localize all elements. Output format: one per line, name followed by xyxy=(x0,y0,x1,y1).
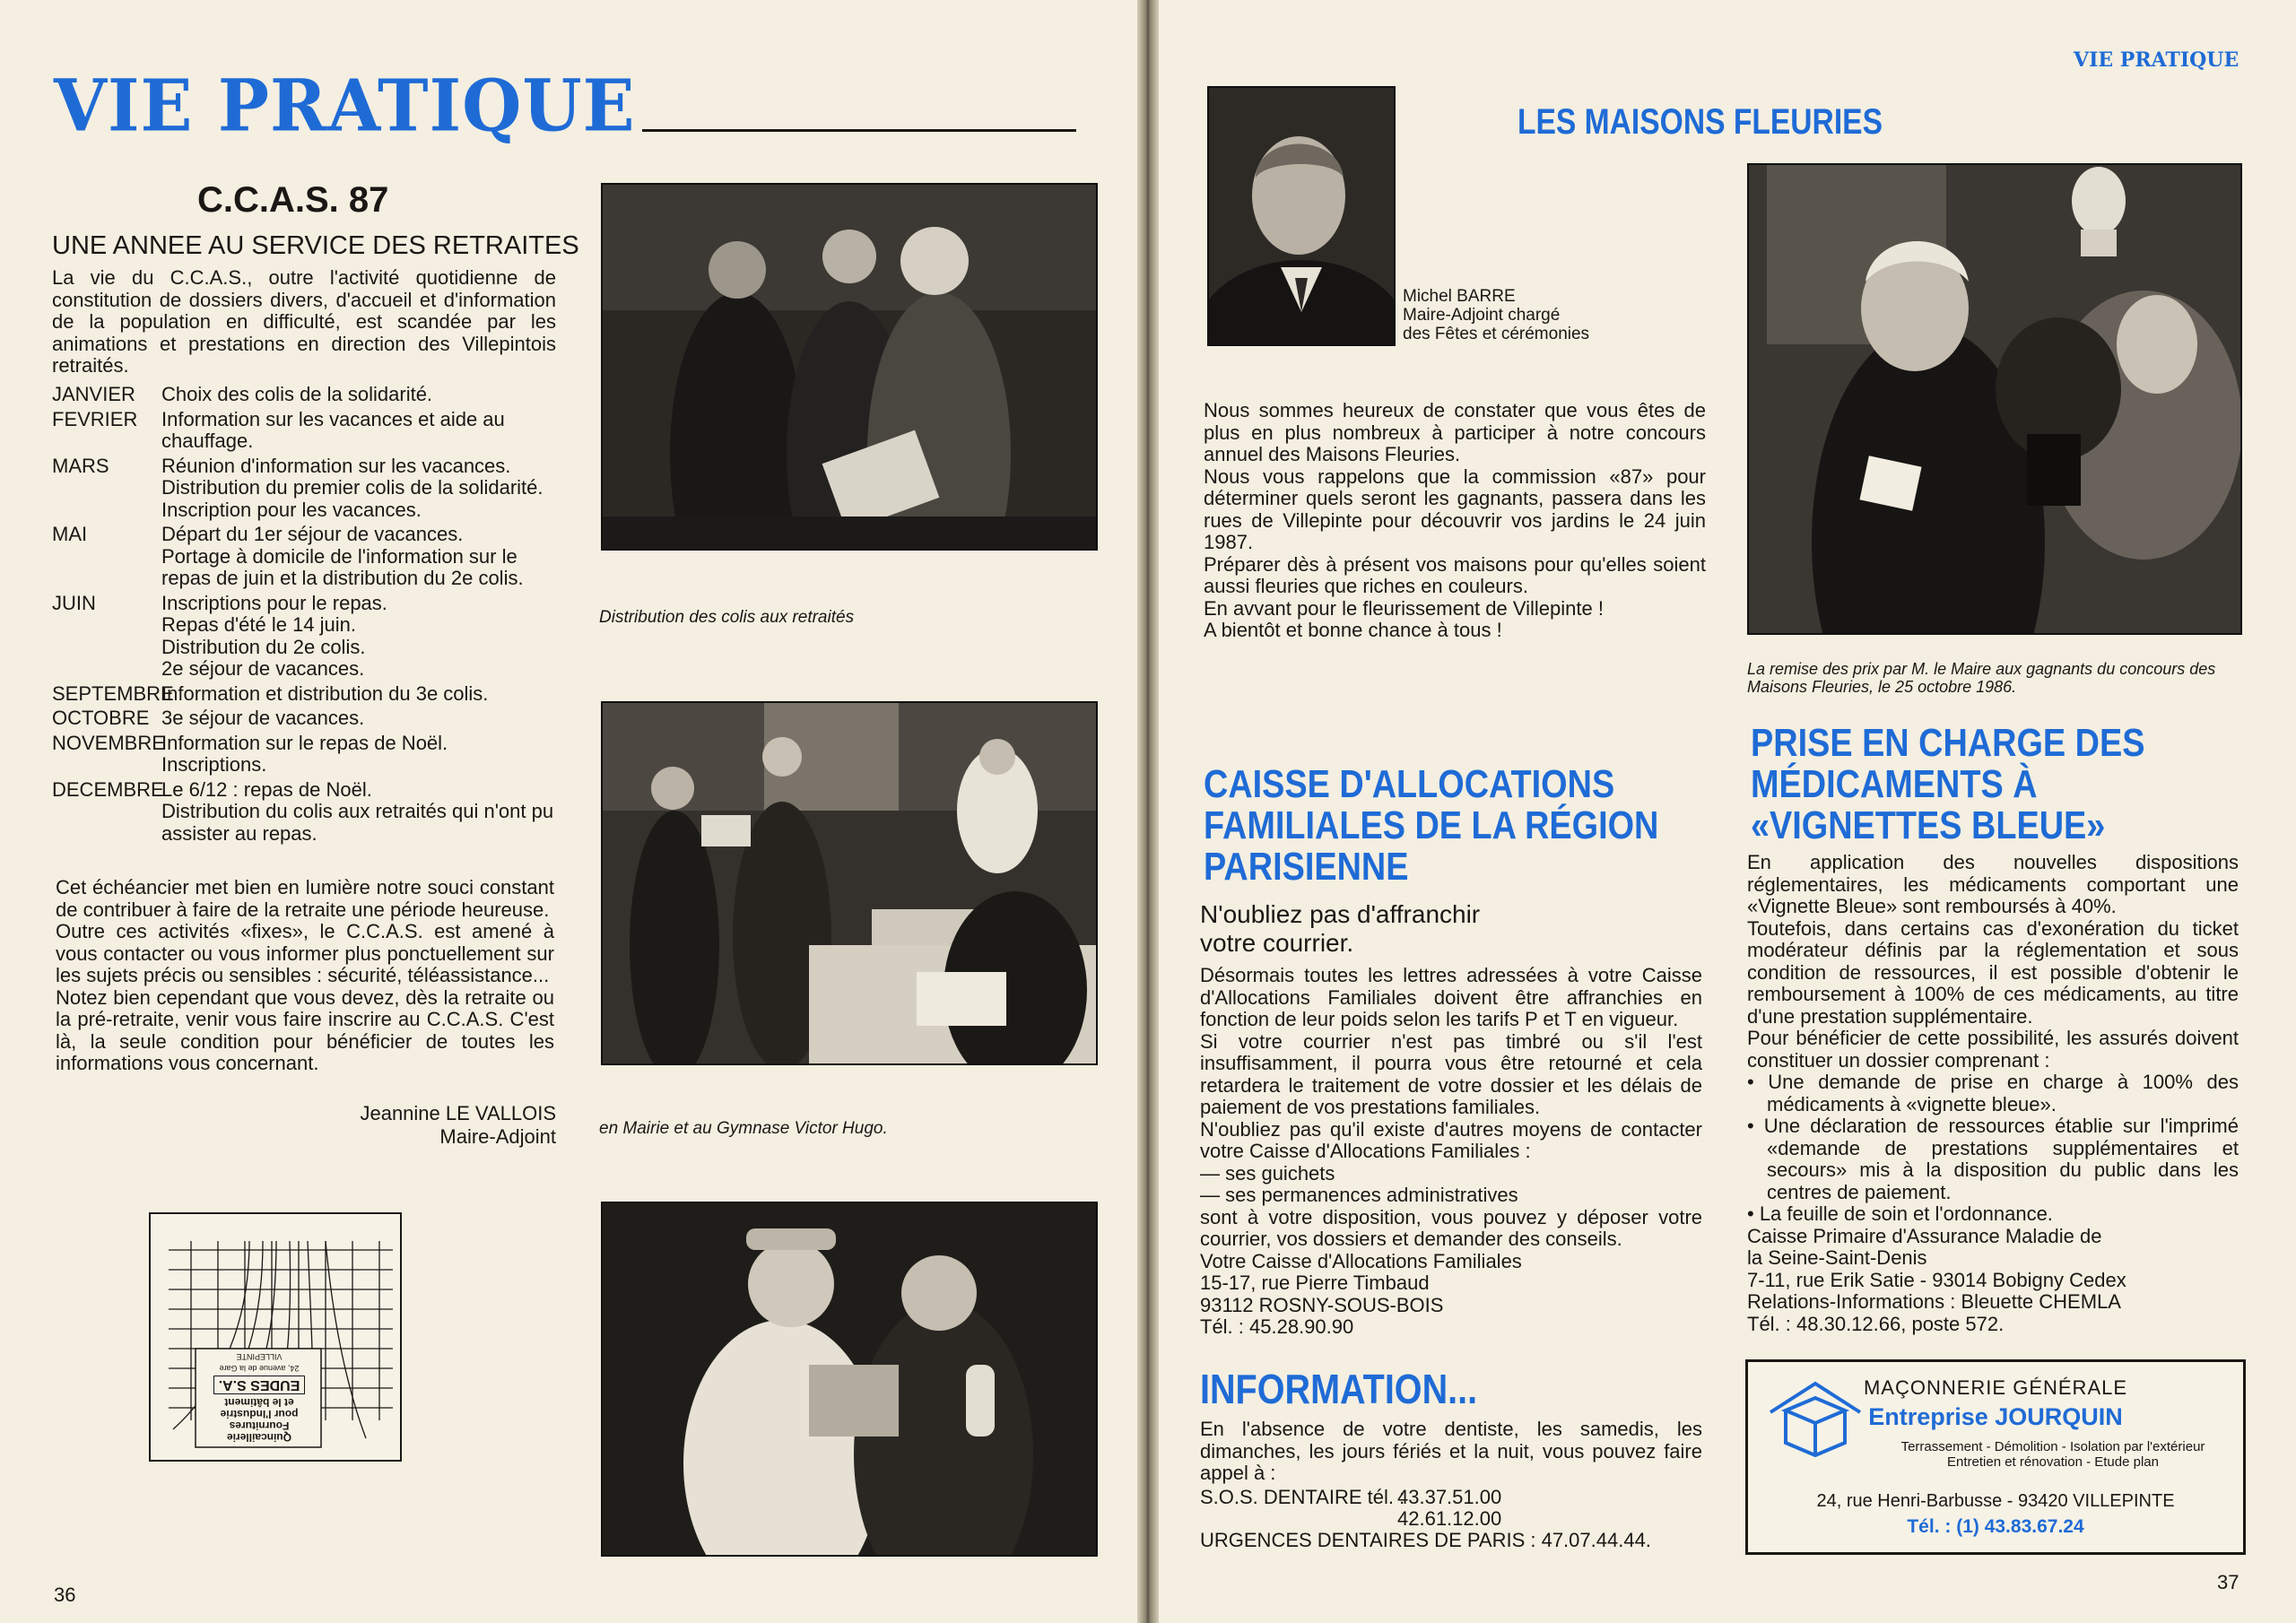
ad-phone: Tél. : (1) 43.83.67.24 xyxy=(1907,1516,2084,1537)
caf-title-line: CAISSE D'ALLOCATIONS xyxy=(1204,762,1615,806)
portrait-caption xyxy=(1403,287,1589,343)
caf-title-line: FAMILIALES DE LA RÉGION xyxy=(1204,803,1659,847)
calendar-entry: Choix des colis de la solidarité. xyxy=(161,383,433,405)
calendar-entry: Inscriptions pour le repas. Repas d'été le 14 juin. Distribution du 2e colis. 2e séjour de vacances. xyxy=(161,591,387,680)
caf-subtitle xyxy=(1200,900,1480,958)
calendar-month: MARS xyxy=(52,454,109,477)
portrait-michel-barre xyxy=(1207,86,1396,346)
caf-para: N'oubliez pas qu'il existe d'autres moyens de contacter votre Caisse d'Allocations Familiales : xyxy=(1200,1117,1702,1162)
caf-address-line: Votre Caisse d'Allocations Familiales xyxy=(1200,1249,1522,1272)
calendar-month: NOVEMBRE xyxy=(52,731,165,754)
calendar-month: JANVIER xyxy=(52,383,135,405)
ad-service-line: Terrassement - Démolition - Isolation par l'extérieur xyxy=(1900,1439,2205,1454)
caf-address-line: 93112 ROSNY-SOUS-BOIS xyxy=(1200,1293,1444,1316)
portrait-role: des Fêtes et cérémonies xyxy=(1403,325,1590,343)
ad-line: pour l'Industrie xyxy=(220,1408,299,1420)
calendar-entry: Information et distribution du 3e colis. xyxy=(161,681,489,705)
photo-remise-des-prix xyxy=(1747,163,2242,635)
page-number-left: 36 xyxy=(54,1584,76,1606)
ccas-subtitle: UNE ANNEE AU SERVICE DES RETRAITES xyxy=(52,231,579,260)
prise-address-line: la Seine-Saint-Denis xyxy=(1747,1246,1927,1269)
calendar-row xyxy=(52,409,560,453)
calendar-row xyxy=(52,707,560,730)
photo-colis-distribution xyxy=(601,183,1098,551)
prise-para: Pour bénéficier de cette possibilité, les assurés doivent constituer un dossier comprenant : xyxy=(1747,1027,2239,1072)
calendar-row xyxy=(52,683,560,706)
ccas-calendar xyxy=(52,384,560,847)
calendar-row xyxy=(52,524,560,590)
prise-title xyxy=(1751,723,2144,846)
photo-caption-2: en Mairie et au Gymnase Victor Hugo. xyxy=(599,1119,888,1138)
maisons-para: Nous sommes heureux de constater que vous êtes de plus en plus nombreux à participer à notre concours annuel des Maisons Fleuries. xyxy=(1204,399,1706,465)
portrait-name: Michel BARRE xyxy=(1403,287,1516,306)
ad-line: Quincaillerie xyxy=(226,1431,292,1444)
maisons-para: A bientôt et bonne chance à tous ! xyxy=(1204,619,1502,641)
photo-couple-colis xyxy=(601,1202,1098,1557)
calendar-entry: 3e séjour de vacances. xyxy=(161,707,365,729)
ad-line: et le bâtiment xyxy=(224,1396,294,1409)
calendar-row xyxy=(52,384,560,406)
ccas-para-2: Outre ces activités «fixes», le C.C.A.S. est amené à vous contacter ou vous informer plus ponctuellement sur les sujets précis ou sensibles : sécurité, téléassistance... xyxy=(56,920,554,986)
calendar-row xyxy=(52,456,560,522)
binding-gutter xyxy=(1137,0,1159,1623)
signature-name: Jeannine LE VALLOIS xyxy=(360,1102,556,1124)
ccas-para-3: Notez bien cependant que vous devez, dès la retraite ou la pré-retraite, venir vous faire inscrire au C.C.A.S. C'est là, la seule condition pour bénéficier de toutes les informations vous concernant. xyxy=(56,985,554,1074)
maisons-para: Nous vous rappelons que la commission «87» pour déterminer quels seront les gagnants, passera dans les rues de Villepinte pour découvrir vos jardins le 24 juin 1987. xyxy=(1204,464,1706,553)
maisons-body xyxy=(1204,400,1706,642)
urgences-dentaires: URGENCES DENTAIRES DE PARIS : 47.07.44.44. xyxy=(1200,1529,1651,1551)
caf-address-line: Tél. : 45.28.90.90 xyxy=(1200,1315,1354,1338)
ccas-title: C.C.A.S. 87 xyxy=(197,180,389,220)
maisons-title: LES MAISONS FLEURIES xyxy=(1518,102,1883,142)
prise-title-line: MÉDICAMENTS À xyxy=(1751,762,2038,806)
caf-para: sont à votre disposition, vous pouvez y déposer votre courrier, vos dossiers et demander des conseils. xyxy=(1200,1205,1702,1250)
calendar-month: SEPTEMBRE xyxy=(52,681,174,705)
left-page xyxy=(0,0,1137,1623)
masthead-rule xyxy=(642,129,1076,132)
masthead: VIE PRATIQUE xyxy=(54,63,636,148)
photo-mairie-gymnase xyxy=(601,701,1098,1065)
calendar-month: OCTOBRE xyxy=(52,707,150,729)
caf-address-line: 15-17, rue Pierre Timbaud xyxy=(1200,1271,1430,1294)
calendar-month: DECEMBRE xyxy=(52,777,164,801)
ad-heading: MAÇONNERIE GÉNÉRALE xyxy=(1863,1376,2128,1399)
prise-para: Toutefois, dans certains cas d'exonération du ticket modérateur définis par la réglementation et sous condition de ressources, il est possible d'obtenir le remboursement à 100% de ces médicaments, au titre d'une prestation supplémentaire. xyxy=(1747,916,2239,1028)
calendar-row xyxy=(52,593,560,681)
calendar-row xyxy=(52,779,560,846)
prise-address-line: Tél. : 48.30.12.66, poste 572. xyxy=(1747,1312,2005,1335)
right-page xyxy=(1159,0,2296,1623)
caf-para: Désormais toutes les lettres adressées à votre Caisse d'Allocations Familiales doivent être affranchies en fonction de leur poids selon les tarifs P et T en vigueur. xyxy=(1200,964,1702,1030)
prise-body xyxy=(1747,852,2239,1335)
ad-jourquin xyxy=(1745,1359,2246,1555)
ad-company: Entreprise JOURQUIN xyxy=(1868,1403,2123,1430)
sos-label: S.O.S. DENTAIRE tél. : xyxy=(1200,1486,1405,1508)
calendar-month: JUIN xyxy=(52,591,96,614)
prise-bullet: • Une demande de prise en charge à 100% des médicaments à «vignette bleue». xyxy=(1747,1071,2239,1115)
ad-line: 24, avenue de la Gare xyxy=(219,1364,300,1373)
calendar-entry: Le 6/12 : repas de Noël. Distribution du colis aux retraités qui n'ont pu assister au repas. xyxy=(161,777,554,845)
caf-para: Si votre courrier n'est pas timbré ou s'il l'est insuffisamment, il pourra vous être retourné et cela retardera le traitement de votre dossier et les délais de paiement de vos prestations familiales. xyxy=(1200,1029,1702,1118)
ccas-conclusion xyxy=(56,877,554,1075)
ccas-para-1: Cet échéancier met bien en lumière notre souci constant de contribuer à faire de la retraite une période heureuse. xyxy=(56,876,554,921)
calendar-entry: Réunion d'information sur les vacances. Distribution du premier colis de la solidarité. Inscription pour les vacances. xyxy=(161,454,544,521)
info-title: INFORMATION... xyxy=(1200,1366,1478,1412)
page-number-right: 37 xyxy=(2217,1571,2239,1593)
caf-body xyxy=(1200,965,1702,1339)
signature-role: Maire-Adjoint xyxy=(439,1125,556,1148)
maisons-para: Préparer dès à présent vos maisons pour qu'elles soient aussi fleuries que riches en couleurs. xyxy=(1204,552,1706,597)
prise-title-line: PRISE EN CHARGE DES xyxy=(1751,721,2145,765)
prise-address-line: 7-11, rue Erik Satie - 93014 Bobigny Cedex xyxy=(1747,1268,2126,1291)
ad-eudes xyxy=(149,1212,402,1462)
ad-services xyxy=(1883,1439,2223,1470)
sos-tel-1: 43.37.51.00 xyxy=(1397,1486,1502,1508)
prise-title-line: «VIGNETTES BLEUE» xyxy=(1751,803,2106,847)
calendar-entry: Départ du 1er séjour de vacances. Portage à domicile de l'information sur le repas de juin et la distribution du 2e colis. xyxy=(161,523,524,589)
prise-address-line: Relations-Informations : Bleuette CHEMLA xyxy=(1747,1290,2121,1313)
info-body: En l'absence de votre dentiste, les samedis, les dimanches, les jours fériés et la nuit, vous pouvez faire appel à : xyxy=(1200,1418,1702,1484)
maisons-para: En avvant pour le fleurissement de Villepinte ! xyxy=(1204,596,1604,620)
caf-title xyxy=(1204,764,1658,888)
calendar-month: FEVRIER xyxy=(52,407,138,430)
calendar-month: MAI xyxy=(52,523,88,545)
caf-title-line: PARISIENNE xyxy=(1204,845,1409,889)
caf-subtitle-line: N'oubliez pas d'affranchir xyxy=(1200,900,1481,928)
caf-subtitle-line: votre courrier. xyxy=(1200,929,1354,957)
ad-address: 24, rue Henri-Barbusse - 93420 VILLEPINTE xyxy=(1816,1491,2175,1511)
calendar-entry: Information sur les vacances et aide au chauffage. xyxy=(161,407,505,452)
header-vie-pratique: VIE PRATIQUE xyxy=(2074,48,2239,72)
prise-bullet: • Une déclaration de ressources établie sur l'imprimé «demande de prestations supplémentaires et secours» mis à la disposition du public dans les centres de paiement. xyxy=(1747,1115,2239,1203)
caf-dash-item: — ses permanences administratives xyxy=(1200,1184,1518,1206)
photo-caption-1: Distribution des colis aux retraités xyxy=(599,608,855,627)
ad-line: VILLEPINTE xyxy=(236,1352,283,1361)
portrait-role: Maire-Adjoint chargé xyxy=(1403,306,1561,325)
ad-service-line: Entretien et rénovation - Etude plan xyxy=(1947,1454,2159,1470)
ad-eudes-text xyxy=(199,1350,319,1443)
calendar-entry: Information sur le repas de Noël. Inscriptions. xyxy=(161,731,448,776)
ccas-intro: La vie du C.C.A.S., outre l'activité quotidienne de constitution de dossiers divers, d'accueil et d'information de la population en difficulté, est scandée par les animations et prestations en direction des Villepintois retraités. xyxy=(52,266,556,377)
prise-address-line: Caisse Primaire d'Assurance Maladie de xyxy=(1747,1224,2102,1247)
prise-para: En application des nouvelles dispositions réglementaires, les médicaments comportant une «Vignette Bleue» sont remboursés à 40%. xyxy=(1747,851,2239,917)
ad-company: EUDES S.A. xyxy=(213,1376,305,1394)
photo-caption-remise: La remise des prix par M. le Maire aux gagnants du concours des Maisons Fleuries, le 25 octobre 1986. xyxy=(1747,660,2216,696)
calendar-row xyxy=(52,733,560,777)
caf-dash-item: — ses guichets xyxy=(1200,1161,1335,1185)
sos-tel-2: 42.61.12.00 xyxy=(1397,1507,1502,1530)
ad-line: Fournitures xyxy=(229,1419,290,1432)
prise-bullet: • La feuille de soin et l'ordonnance. xyxy=(1747,1202,2053,1225)
